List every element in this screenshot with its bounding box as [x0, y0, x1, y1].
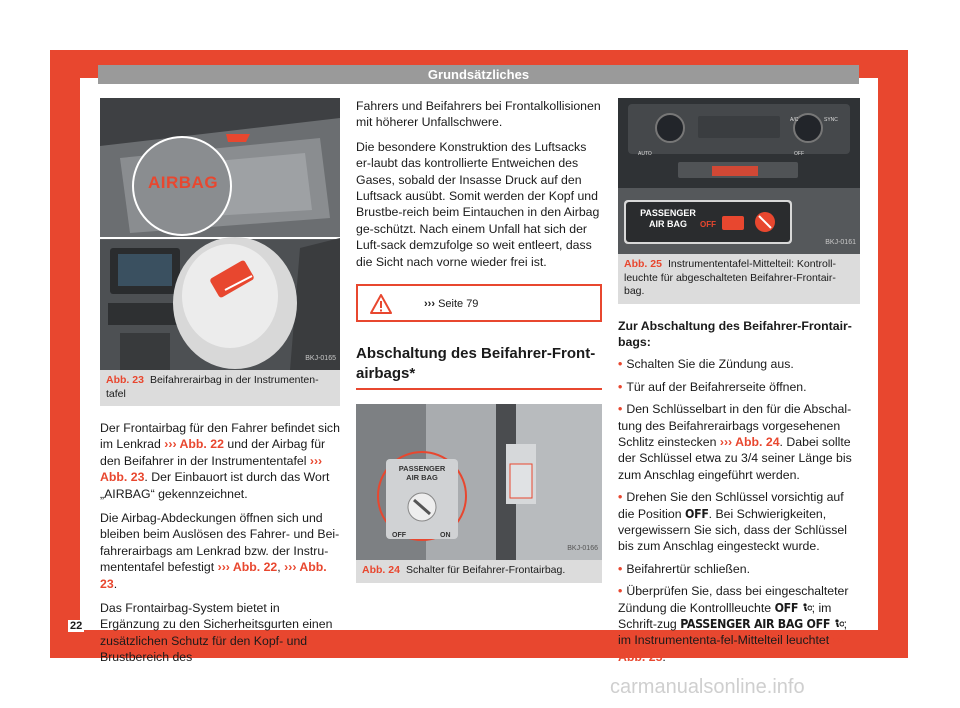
caption-text: Schalter für Beifahrer-Frontairbag.	[405, 564, 566, 577]
list-item	[618, 561, 860, 577]
warning-ref-label: Seite 79	[438, 298, 479, 311]
warning-triangle-icon	[370, 294, 392, 314]
caption-id: Abb. 24	[362, 564, 400, 577]
btn-off: OFF	[794, 151, 804, 157]
arrow-glyph: ›››	[164, 437, 177, 452]
bullet-dot: •	[618, 402, 623, 417]
warning-box	[356, 284, 602, 322]
paragraph: Die besondere Konstruktion des Luftsacks er-laubt das kontrollierte Entweichen des Gases, sobald der Insasse Druck auf den Luftsack ausübt. Somit werden der Kopf und Brustbe-reich beim Eintauchen in den Airbag ge-schützt. Nach einem Unfall hat sich der Luft-sack demzufolge so weit entleert, dass die Sicht nach vorne wieder frei ist.	[356, 139, 600, 269]
btn-ac: A/C	[790, 117, 799, 123]
text: Beifahrertür schließen.	[626, 561, 751, 576]
ref-label: Abb. 22	[179, 437, 224, 452]
caption-id: Abb. 25	[624, 258, 662, 270]
text: . Dabei sollte der Schlüssel etwa zu 3/4 seiner Länge bis zum Anschlag eingeführt werden.	[618, 434, 852, 482]
figure-24-caption	[356, 560, 602, 583]
text: Der Frontairbag für den Fahrer befindet sich im Lenkrad	[100, 421, 340, 452]
airbag-callout-circle	[132, 136, 232, 236]
switch-label-top	[394, 464, 450, 482]
cross-reference-link[interactable]	[164, 437, 224, 451]
figure-25	[618, 98, 860, 254]
bullet-dot: •	[618, 561, 623, 576]
figure-23-illustration	[100, 98, 340, 370]
switch-off-label: OFF	[392, 532, 406, 540]
caption-text: Instrumententafel-Mittelteil: Kontroll-leuchte für abgeschalteten Beifahrer-Frontair-bag.	[624, 258, 837, 297]
paragraph: Die Airbag-Abdeckungen öffnen sich und bleiben beim Auslösen des Fahrer- und Bei-fahrerairbags am Lenkrad bzw. der Instru-mententafel befestigt ››› Abb. 22, ››› Abb. 23.	[100, 511, 340, 591]
list-item	[618, 379, 860, 395]
text: . Bei Schwierigkeiten, vergewissern Sie sich, dass der Schlüssel bis zum Anschlag eingesteckt wurde.	[618, 506, 847, 554]
text: Drehen Sie den Schlüssel vorsichtig auf die Position	[618, 490, 844, 521]
text: im Schrift-zug	[618, 600, 832, 631]
btn-sync: SYNC	[824, 117, 838, 123]
bullet-dot: •	[618, 379, 623, 394]
list-item	[618, 401, 860, 483]
caption-id: Abb. 23	[106, 374, 144, 386]
btn-auto: AUTO	[638, 151, 652, 157]
caption-text: Beifahrerairbag in der Instrumenten-tafel	[106, 374, 319, 400]
arrow-glyph: ›››	[217, 560, 230, 575]
ref-label: Abb. 24	[735, 434, 780, 449]
switch-label-line: PASSENGER	[398, 464, 446, 474]
bullet-dot: •	[618, 490, 623, 505]
image-code: BKJ-0165	[305, 354, 336, 362]
bullet-dot: •	[618, 357, 623, 372]
text: Den Schlüsselbart in den für die Abschal-tung des Beifahrerairbags vorgesehenen Schlitz einstecken	[618, 402, 852, 449]
watermark-text: carmanualsonline.info	[610, 676, 805, 698]
ref-label: Abb. 23	[100, 560, 327, 591]
warning-page-link[interactable]	[424, 296, 478, 312]
paragraph: Das Frontairbag-System bietet in Ergänzung zu den Sicherheitsgurten einen zusätzlichen Schutz für den Kopf- und Brustbereich des	[100, 601, 333, 665]
column-3	[618, 98, 860, 671]
ref-label: Abb. 22	[232, 560, 278, 575]
text: Die Airbag-Abdeckungen öffnen sich und bleiben beim Auslösen des Fahrer- und Bei-fahrerairbags am Lenkrad bzw. der Instru-mententafel befestigt	[100, 511, 340, 575]
figure-23	[100, 98, 340, 370]
arrow-glyph: ›››	[309, 453, 323, 468]
text: Tür auf der Beifahrerseite öffnen.	[626, 379, 807, 394]
panel-label-line: AIR BAG	[649, 219, 687, 229]
list-item	[618, 356, 860, 372]
text: Schalten Sie die Zündung aus.	[626, 357, 794, 372]
arrow-glyph: ›››	[832, 633, 845, 648]
list-item	[618, 489, 860, 555]
cross-reference-link[interactable]	[218, 560, 278, 574]
panel-label	[632, 208, 704, 230]
image-code: BKJ-0166	[567, 544, 598, 552]
passenger-airbag-icon	[802, 603, 812, 613]
section-header: Grundsätzliches	[98, 65, 859, 84]
ref-label: Abb. 23	[100, 470, 145, 485]
image-code: BKJ-0161	[825, 238, 856, 246]
switch-label-line: AIR BAG	[406, 473, 438, 483]
switch-on-label: ON	[440, 532, 451, 540]
arrow-glyph: ›››	[424, 298, 435, 311]
text: und der Airbag für den Beifahrer in der Instrumententafel	[100, 437, 326, 468]
bullet-dot: •	[618, 584, 623, 599]
procedure-title: Zur Abschaltung des Beifahrer-Frontair-bags:	[618, 318, 852, 349]
panel-label-line: PASSENGER	[640, 208, 696, 218]
text: . Der Einbauort ist durch das Wort „AIRBAG“ gekennzeichnet.	[100, 470, 330, 501]
arrow-glyph: ›››	[284, 560, 297, 575]
column-1	[100, 98, 340, 674]
figure-24	[356, 404, 602, 560]
ref-label: Abb. 25	[618, 649, 663, 664]
list-item: • Überprüfen Sie, dass bei eingeschalteter Zündung die Kontrollleuchte OFF ; im Schrift-zug PASSENGER AIR BAG OFF ; im Instrumententa-fel-Mittelteil leuchtet ››› Abb. 25.	[618, 584, 849, 664]
arrow-glyph: ›››	[719, 434, 733, 449]
cross-reference-link[interactable]	[720, 435, 780, 449]
page-number: 22	[70, 620, 83, 632]
figure-25-caption	[618, 254, 860, 304]
passenger-airbag-icon	[834, 619, 844, 629]
paragraph: Fahrers und Beifahrers bei Frontalkollisionen mit höherer Unfallschwere.	[356, 99, 601, 130]
text: im Instrumententa-fel-Mittelteil leuchtet	[618, 633, 830, 648]
paragraph	[100, 420, 340, 502]
airbag-label: AIRBAG	[148, 173, 219, 192]
off-symbol: OFF	[774, 600, 799, 615]
panel-off-label: OFF	[700, 220, 716, 229]
passenger-airbag-off-label: PASSENGER AIR BAG OFF	[680, 617, 831, 631]
text: Überprüfen Sie, dass bei eingeschalteter Zündung die Kontrollleuchte	[618, 584, 849, 615]
off-symbol: OFF	[685, 506, 709, 521]
column-2	[356, 98, 602, 597]
figure-23-caption	[100, 370, 340, 406]
section-title: Abschaltung des Beifahrer-Front-airbags*	[356, 344, 602, 390]
